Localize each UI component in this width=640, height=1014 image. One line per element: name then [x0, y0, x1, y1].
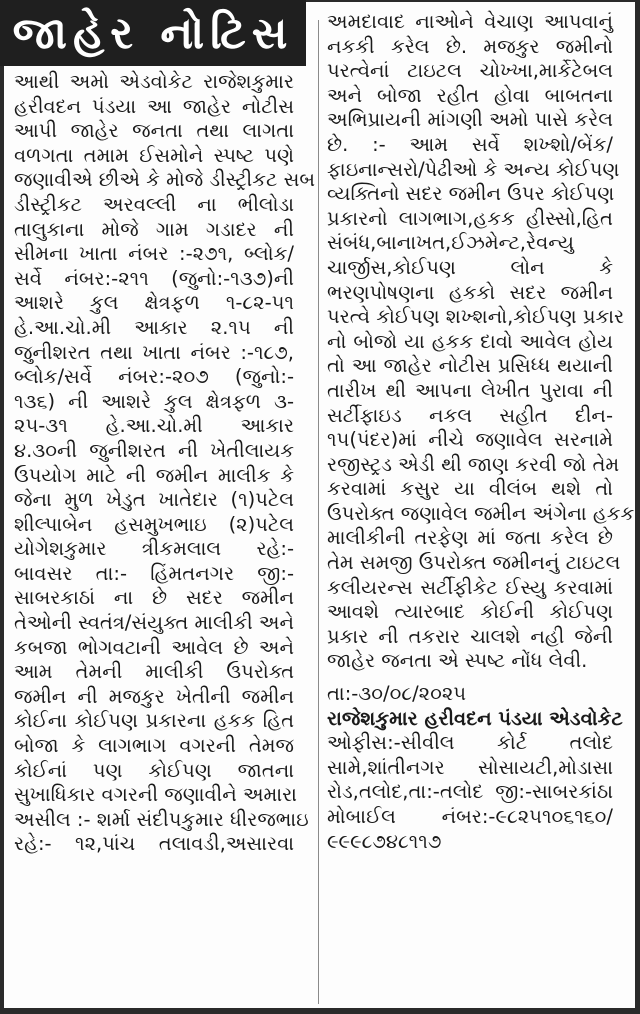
text-line: નકકી કરેલ છે. મજકુર જમીનો [327, 34, 613, 58]
text-line: કોઈના કોઈપણ પ્રકારના હકક હિત [14, 709, 294, 733]
text-line: પ્રકાર ની તકરાર ચાલશે નહી જેની [327, 624, 613, 648]
text-line: આવશે ત્યારબાદ કોઈની કોઈપણ [327, 600, 613, 624]
text-line: તાલુકાના મોજે ગામ ગડાદર ની [14, 217, 294, 241]
text-line: સર્ટીફાઇડ નકલ સહીત દીન- [327, 403, 613, 427]
text-line: સુખાધિકાર વગરની જણાવીને અમારા [14, 783, 297, 807]
text-line: વ્યક્તિનો સદર જમીન ઉપર કોઈપણ [327, 182, 615, 206]
text-line: ૨૫-૩૧ હે.આ.ચો.મી આકાર [14, 414, 294, 438]
text-line: અભિપ્રાયની માંગણી અમો પાસે કરેલ [327, 108, 613, 132]
text-line: તારીખ થી આપના લેખીત પુરાવા ની [327, 378, 613, 402]
text-line: કલીયરન્સ સર્ટીફીકેટ ઈસ્યુ કરવામાં [327, 575, 613, 599]
text-line: મોબાઈલ નંબર:-૯૮૨૫૧૦૬૧૬૦/ [327, 805, 613, 828]
text-line: હરીવદન પંડયા આ જાહેર નોટીસ [14, 94, 294, 118]
text-line: રજીસ્ટ્રડ એડી થી જાણ કરવી જો તેમ [327, 452, 620, 476]
text-line: જણાવીએ છીએ કે મોજે ડીસ્ટ્રીકટ સબ [14, 168, 316, 192]
text-line: જાહેર જનતા એ સ્પષ્ટ નોંધ લેવી. [327, 649, 588, 673]
text-line: કરવામાં કસુર યા વીલંબ થશે તો [327, 477, 613, 501]
text-line: આશરે કુલ ક્ષેત્રફળ ૧-૮૨-૫૧ [14, 291, 294, 315]
left-column [14, 70, 316, 857]
text-line: ઉપરોક્ત જણાવેલ જમીન અંગેના હકક [327, 501, 635, 525]
text-line: વળગતા તમામ ઈસમોને સ્પષ્ટ પણે [14, 143, 294, 167]
right-column-body [327, 10, 635, 674]
text-line: આમ તેમની માલીકી ઉપરોક્ત [14, 660, 294, 684]
text-line: બોજા કે લાગભાગ વગરની તેમજ [14, 734, 294, 758]
text-line: રોડ,તલોદ,તા:-તલોદ જી:-સાબરકાંઠા [327, 780, 613, 804]
text-line: ૧૫(પંદર)માં નીચે જણાવેલ સરનામે [327, 428, 613, 452]
text-line: પ્રકારનો લાગભાગ,હકક હીસ્સો,હિત [327, 206, 613, 230]
text-line: શીલ્પાબેન હસમુખભાઇ (૨)પટેલ [14, 512, 294, 536]
text-line: બ્લોક/સર્વે નંબર:-૨૦૭ (જુનો:- [14, 365, 294, 389]
notice-date: તા:-૩૦/૦૮/૨૦૨૫ [327, 682, 467, 706]
text-line: આપી જાહેર જનતા તથા લાગતા [14, 119, 294, 143]
text-line: ૪.૩૦ની જુનીશરત ની ખેતીલાયક [14, 438, 294, 462]
text-line: છે. :- આમ સર્વે શખ્શો/બેંક/ [327, 132, 613, 156]
text-line: ૧૩૬) ની આશરે કુલ ક્ષેત્રફળ ૩- [14, 389, 294, 413]
text-line: ભરણપોષણના હકકો સદર જમીન [327, 280, 613, 304]
text-line: અસીલ :- શર્મા સંદીપકુમાર ધીરજભાઇ [14, 807, 309, 831]
text-line: નો બોજો યા હકક દાવો આવેલ હોય [327, 329, 613, 353]
text-line: સર્વે નંબર:-૨૧૧ (જુનો:-૧૩૭)ની [14, 266, 294, 290]
right-column [327, 10, 635, 854]
signatory-name: રાજેશકુમાર હરીવદન પંડયા એડવોકેટ [327, 706, 623, 730]
text-line: જેના મુળ ખેડુત ખાતેદાર (૧)પટેલ [14, 488, 294, 512]
text-line: ફાઇનાન્સરો/પેઢીઓ કે અન્ય કોઈપણ [327, 157, 620, 181]
text-line: પરત્વેનાં ટાઇટલ ચોખ્ખા,માર્કેટેબલ [327, 59, 613, 83]
text-line: અને બોજા રહીત હોવા બાબતના [327, 83, 613, 107]
text-line: સાબરકાઠાં ના છે સદર જમીન [14, 586, 294, 610]
signatory-address [327, 731, 613, 854]
text-line: ચાર્જીસ,કોઈપણ લોન કે [327, 255, 613, 279]
text-line: કબજા ભોગવટાની આવેલ છે અને [14, 635, 294, 659]
text-line: તેઓની સ્વતંત્ર/સંયુક્ત માલીકી અને [14, 611, 295, 635]
text-line: ૯૯૯૮૭૪૮૧૧૭ [327, 829, 442, 853]
column-divider [318, 20, 319, 1004]
text-line: જમીન ની મજકુર ખેતીની જમીન [14, 684, 294, 708]
text-line: આથી અમો એડવોકેટ રાજેશકુમાર [14, 70, 294, 93]
text-line: પરત્વે કોઈપણ શખ્શનો,કોઈપણ પ્રકાર [327, 305, 625, 329]
text-line: બાવસર તા:- હિંમતનગર જી:- [14, 561, 294, 585]
text-line: તેમ સમજી ઉપરોક્ત જમીનનું ટાઇટલ [327, 551, 621, 575]
notice-title: જાહેર નોટિસ [12, 7, 294, 59]
text-line: યોગેશકુમાર ત્રીકમલાલ રહે:- [14, 537, 294, 561]
text-line: હે.આ.ચો.મી આકાર ૨.૧૫ ની [14, 315, 294, 339]
text-line: ઉપયોગ માટે ની જમીન માલીક કે [14, 463, 294, 487]
text-line: માલીકીની તરફેણ માં જતા કરેલ છે [327, 526, 613, 550]
text-line: રહે:- ૧૨,પાંચ તલાવડી,અસારવા [14, 832, 294, 856]
text-line: જુનીશરત તથા ખાતા નંબર :-૧૮૭, [14, 340, 294, 364]
text-line: સીમના ખાતા નંબર :-૨૭૧, બ્લોક/ [14, 242, 294, 266]
text-line: ઓફીસ:-સીવીલ કોર્ટ તલોદ [327, 731, 613, 755]
text-line: સંબંધ,બાનાખત,ઈઝમેન્ટ,રેવન્યુ [327, 231, 574, 255]
text-line: સામે,શાંતીનગર સોસાયટી,મોડાસા [327, 755, 613, 779]
text-line: ડીસ્ટ્રીકટ અરવલ્લી ના ભીલોડા [14, 192, 294, 216]
text-line: અમદાવાદ નાઓને વેચાણ આપવાનું [327, 10, 613, 33]
text-line: તો આ જાહેર નોટીસ પ્રસિધ્ધ થયાની [327, 354, 613, 378]
text-line: કોઈનાં પણ કોઈપણ જાતના [14, 758, 294, 782]
notice-title-banner [0, 0, 306, 66]
